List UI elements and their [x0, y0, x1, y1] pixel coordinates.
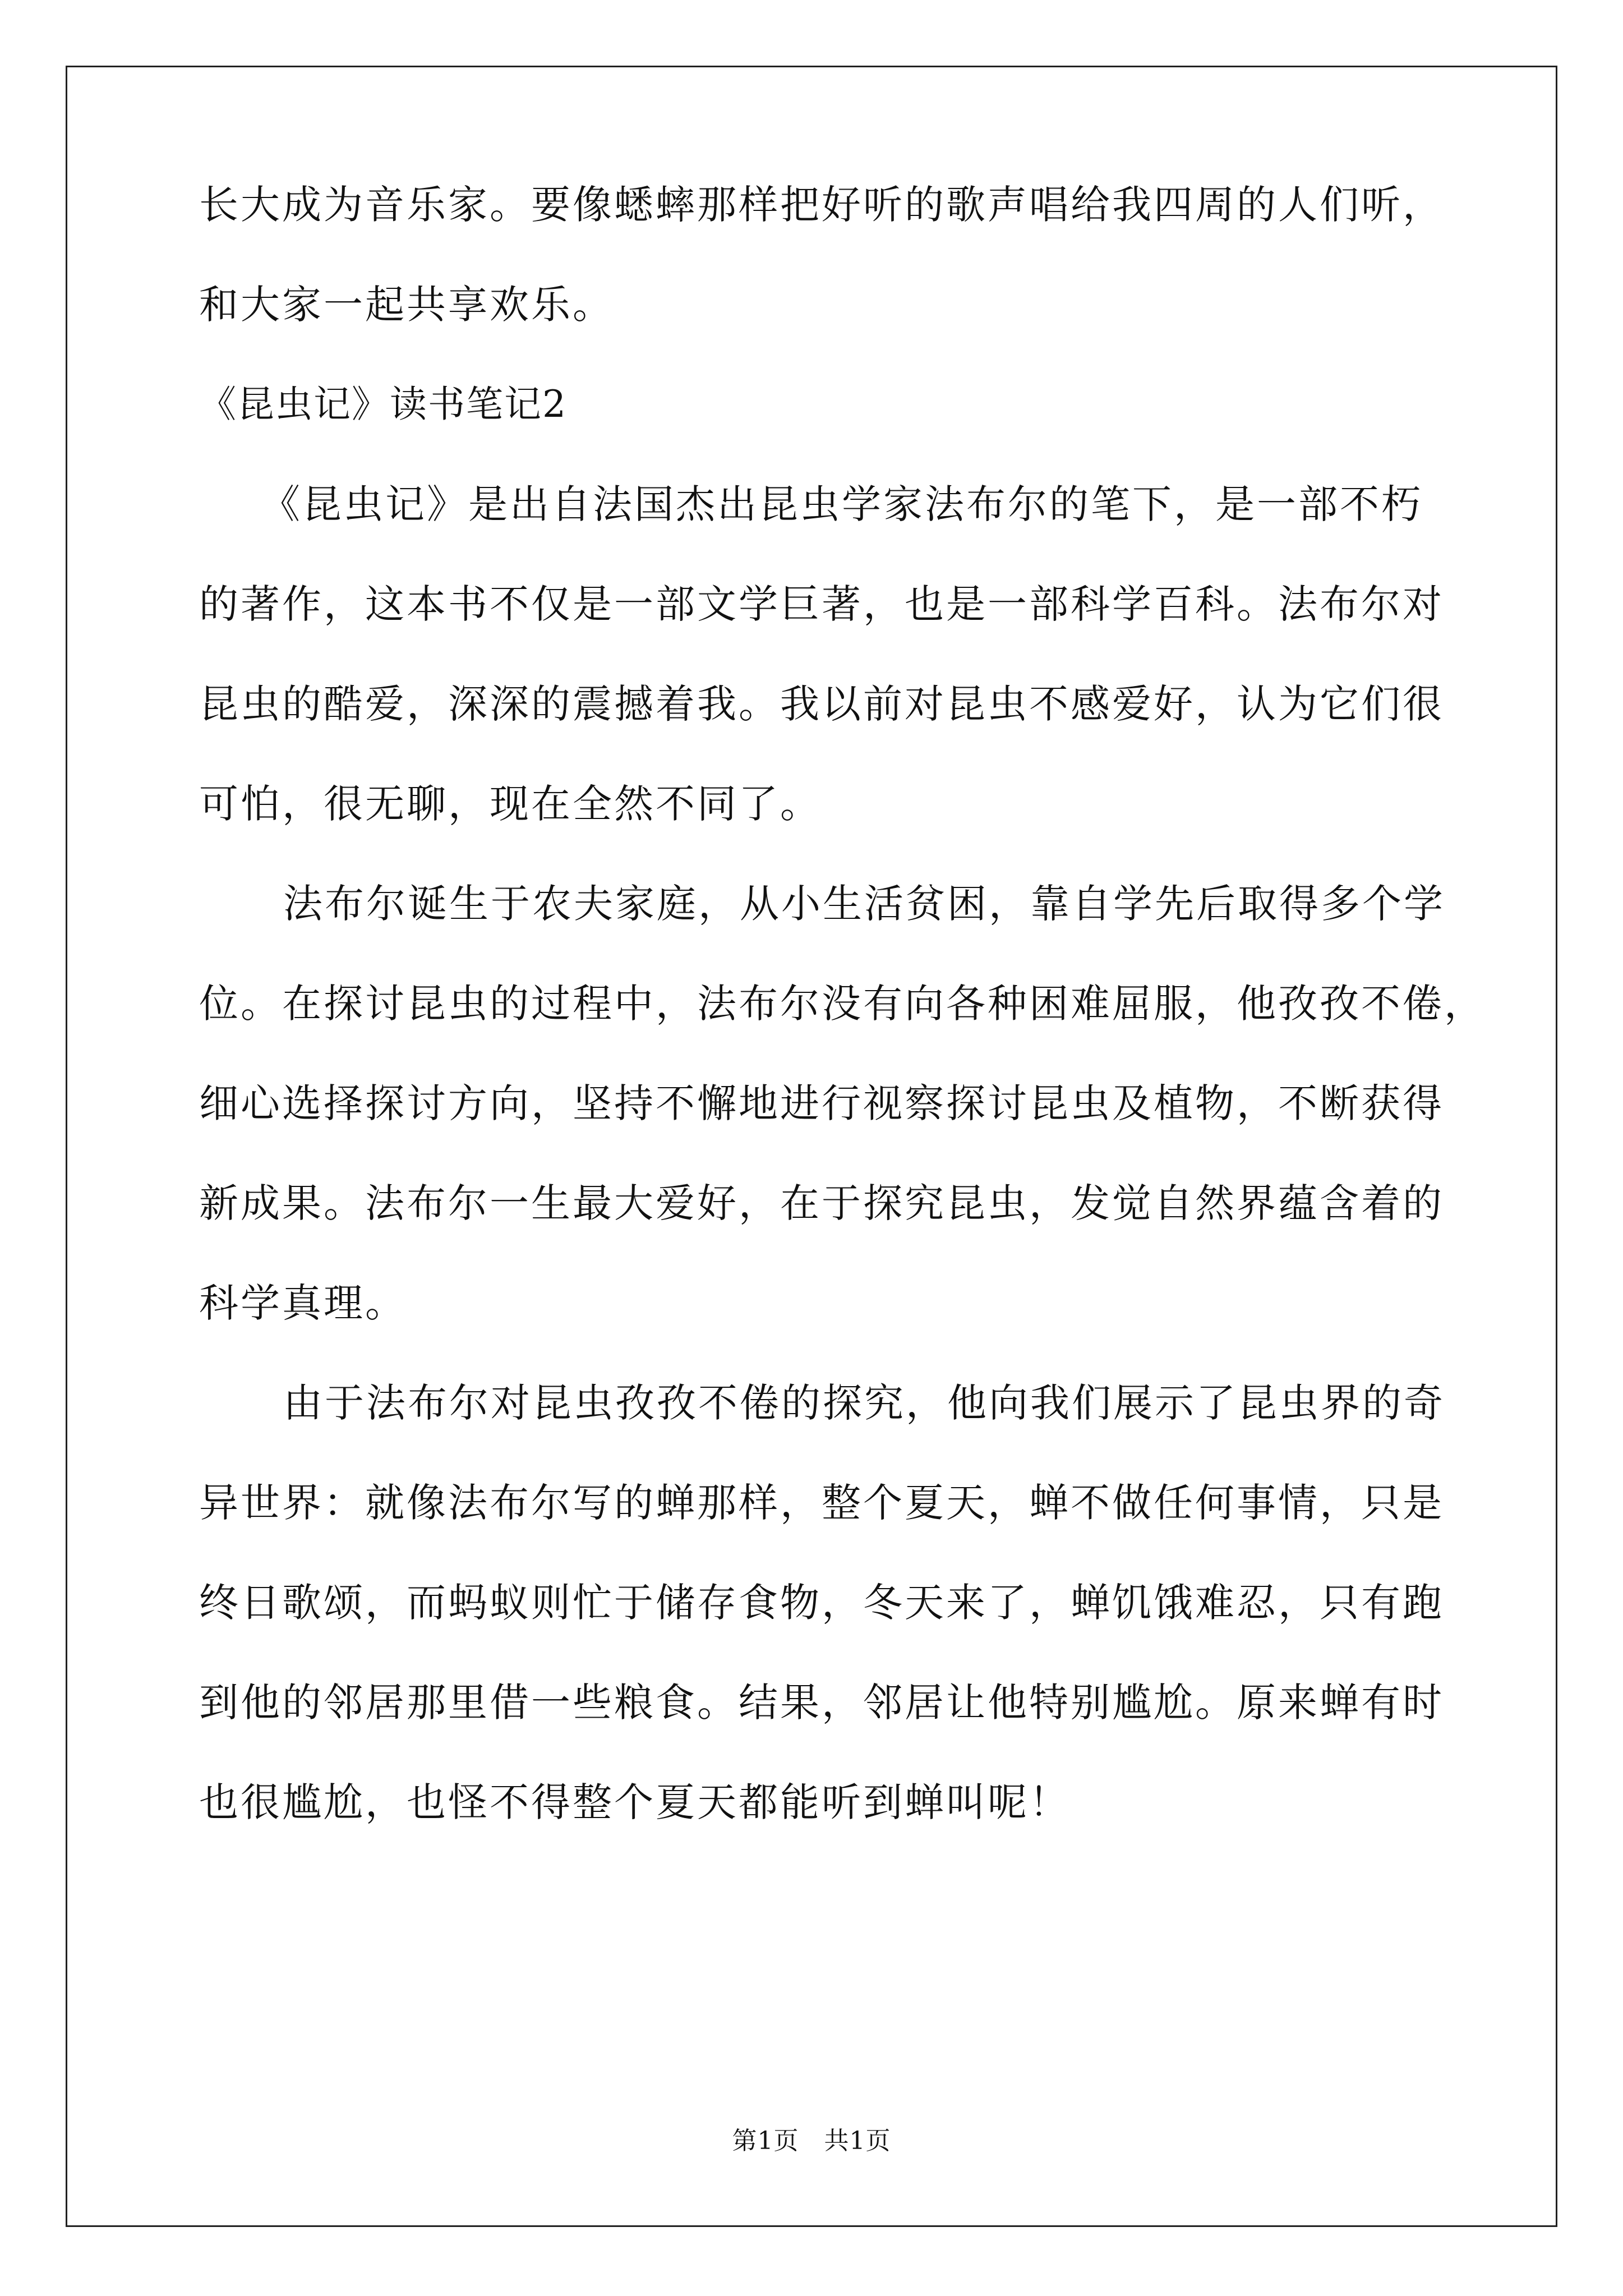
paragraph-3-line-3: 终日歌颂，而蚂蚁则忙于储存食物，冬天来了，蝉饥饿难忍，只有跑	[199, 1580, 1444, 1626]
paragraph-1-line-1: 《昆虫记》是出自法国杰出昆虫学家法布尔的笔下，是一部不朽	[261, 481, 1423, 527]
paragraph-2-line-5: 科学真理。	[199, 1280, 407, 1326]
paragraph-1-line-3: 昆虫的酷爱，深深的震撼着我。我以前对昆虫不感爱好，认为它们很	[199, 681, 1444, 727]
paragraph-3-line-1: 由于法布尔对昆虫孜孜不倦的探究，他向我们展示了昆虫界的奇	[283, 1380, 1445, 1426]
paragraph-3-line-5: 也很尴尬，也怪不得整个夏天都能听到蝉叫呢！	[199, 1779, 1071, 1825]
paragraph-1-line-2: 的著作，这本书不仅是一部文学巨著，也是一部科学百科。法布尔对	[199, 581, 1444, 627]
paragraph-3-line-4: 到他的邻居那里借一些粮食。结果，邻居让他特别尴尬。原来蝉有时	[199, 1680, 1444, 1726]
section-heading: 《昆虫记》读书笔记2	[199, 383, 567, 426]
paragraph-3-line-2: 异世界：就像法布尔写的蝉那样，整个夏天，蝉不做任何事情，只是	[199, 1480, 1444, 1526]
paragraph-2-line-4: 新成果。法布尔一生最大爱好，在于探究昆虫，发觉自然界蕴含着的	[199, 1180, 1444, 1226]
paragraph-2-line-1: 法布尔诞生于农夫家庭，从小生活贫困，靠自学先后取得多个学	[283, 881, 1445, 927]
paragraph-2-line-2: 位。在探讨昆虫的过程中，法布尔没有向各种困难屈服，他孜孜不倦，	[199, 981, 1486, 1027]
paragraph-1-line-4: 可怕，很无聊，现在全然不同了。	[199, 781, 822, 827]
paragraph-2-line-3: 细心选择探讨方向，坚持不懈地进行视察探讨昆虫及植物，不断获得	[199, 1080, 1444, 1126]
page-footer: 第1页 共1页	[732, 2127, 891, 2155]
document-body	[199, 182, 1486, 1825]
text-line-1: 长大成为音乐家。要像蟋蟀那样把好听的歌声唱给我四周的人们听，	[199, 182, 1444, 228]
text-line-2: 和大家一起共享欢乐。	[199, 282, 614, 328]
